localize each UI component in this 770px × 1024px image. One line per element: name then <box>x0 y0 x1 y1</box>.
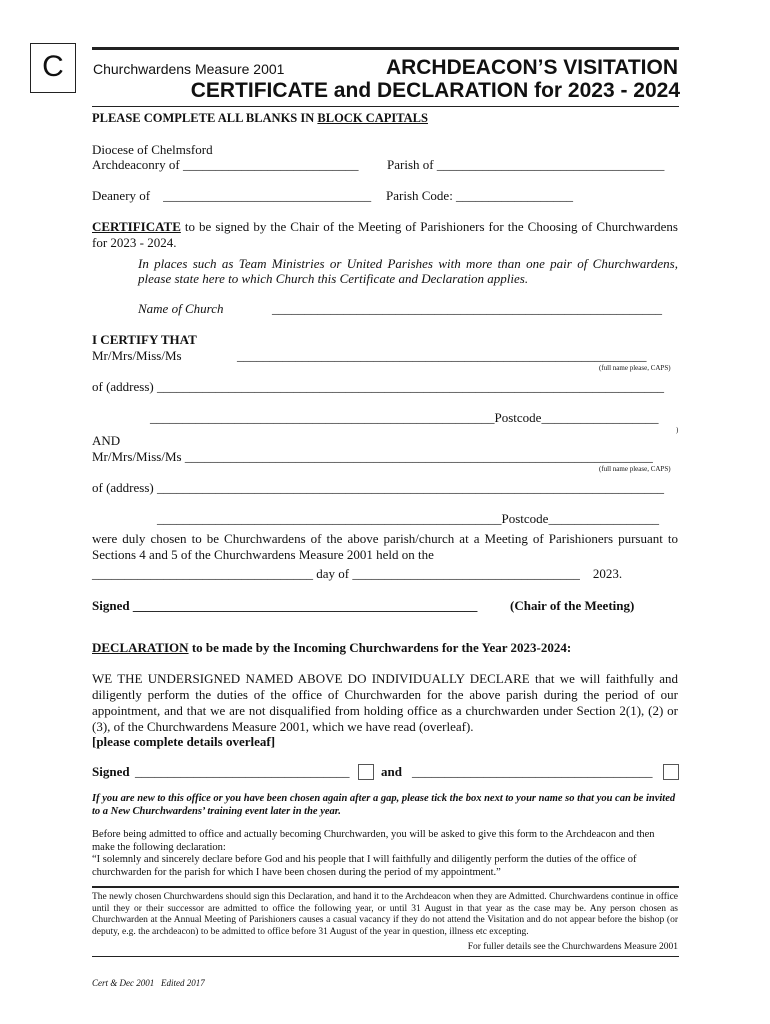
team-ministries-note: In places such as Team Ministries or United Parishes with more than one pair of Churchwardens, please state here to which Church this Certificate and Declaration applies. <box>138 256 678 286</box>
header-rule-bottom <box>92 106 679 107</box>
warden-2-postcode-field[interactable]: _____________________________________________________Postcode_________________ <box>157 511 659 526</box>
certificate-intro <box>92 219 678 251</box>
certify-heading: I CERTIFY THAT <box>92 332 197 347</box>
archdeaconry-field[interactable]: Archdeaconry of ___________________________ <box>92 157 359 172</box>
fuller-details-note: For fuller details see the Churchwardens Measure 2001 <box>467 942 678 952</box>
chosen-statement: were duly chosen to be Churchwardens of the above parish/church at a Meeting of Parishioners pursuant to Sections 4 and 5 of the Churchwardens Measure 2001 held on the <box>92 531 678 562</box>
details-overleaf: [please complete details overleaf] <box>92 734 276 749</box>
warden-1-postcode-field[interactable]: _____________________________________________________Postcode__________________ <box>150 410 659 425</box>
paren-mark: ) <box>676 426 679 434</box>
title-label-1: Mr/Mrs/Miss/Ms <box>92 348 182 363</box>
warden-2-signature-field[interactable]: _____________________________________ <box>412 764 653 779</box>
and-label: AND <box>92 433 121 448</box>
title-line-2: CERTIFICATE and DECLARATION for 2023 - 2024 <box>190 79 680 102</box>
form-letter-box: C <box>30 43 76 93</box>
chair-signature-field[interactable]: Signed _____________________________________________________ <box>92 598 478 613</box>
instruction <box>92 111 428 126</box>
instruction-prefix: PLEASE COMPLETE ALL BLANKS IN <box>92 111 318 125</box>
declaration-signed-label: Signed <box>92 764 130 779</box>
footer-separator-bottom <box>92 956 679 957</box>
warden-1-signature-field[interactable]: _________________________________ <box>135 764 350 779</box>
chair-label: (Chair of the Meeting) <box>510 598 635 613</box>
measure-label: Churchwardens Measure 2001 <box>93 61 285 77</box>
full-name-note-1: (full name please, CAPS) <box>599 364 671 372</box>
new-office-note: If you are new to this office or you have been chosen again after a gap, please tick the box next to your name so that you can be invited to a New Churchwardens’ training event later in the year. <box>92 793 676 817</box>
footer-text: The newly chosen Churchwardens should sign this Declaration, and hand it to the Archdeacon when they are Admitted. Churchwardens continue in office until they or their successor are admitted to office the following year, or until 31 August in that year as the case may be. Any person chosen as Churchwarden at the Annual Meeting of Parishioners causes a casual vacancy if they do not attend the Visitation and do not appear before the bishop (or deputy, e.g. the archdeacon) to be admitted to office before 31 August of the year in question, illness etc excepting. <box>92 892 678 937</box>
warden-2-name-field[interactable]: Mr/Mrs/Miss/Ms ________________________________________________________________________ <box>92 449 653 464</box>
declaration-heading: DECLARATION <box>92 640 189 655</box>
new-warden-2-checkbox[interactable] <box>663 764 679 780</box>
new-warden-1-checkbox[interactable] <box>358 764 374 780</box>
diocese-label: Diocese of Chelmsford <box>92 142 213 157</box>
title-line-1: ARCHDEACON’S VISITATION <box>385 56 678 79</box>
certificate-text: to be signed by the Chair of the Meeting of Parishioners for the Choosing of Churchwardens for 2023 - 2024. <box>92 219 678 250</box>
footer-separator <box>92 886 679 888</box>
edition-note: Cert & Dec 2001 Edited 2017 <box>92 978 205 988</box>
parish-code-field[interactable]: Parish Code: __________________ <box>386 188 574 203</box>
certificate-heading: CERTIFICATE <box>92 219 181 234</box>
deanery-field[interactable]: Deanery of ________________________________ <box>92 188 372 203</box>
meeting-date-field[interactable]: __________________________________ day of ___________________________________ 2023. <box>92 566 623 581</box>
warden-1-address-field[interactable]: of (address) ______________________________________________________________________________ <box>92 379 664 394</box>
declaration-heading-line <box>92 640 571 656</box>
warden-1-name-field[interactable]: _______________________________________________________________ <box>237 348 647 363</box>
oath-text: “I solemnly and sincerely declare before God and his people that I will faithfully and diligently perform the duties of the office of churchwarden for the parish for which I have been chosen during the period of my appointment.” <box>92 854 637 878</box>
header-rule-top <box>92 47 679 50</box>
warden-2-address-field[interactable]: of (address) ______________________________________________________________________________ <box>92 480 664 495</box>
parish-field[interactable]: Parish of ___________________________________ <box>387 157 665 172</box>
admission-text: Before being admitted to office and actually becoming Churchwarden, you will be asked to give this form to the Archdeacon and then make the following declaration: <box>92 829 655 853</box>
declaration-and-label: and <box>381 764 402 779</box>
name-of-church-field[interactable]: ____________________________________________________________ <box>272 301 662 316</box>
name-of-church-label: Name of Church <box>138 301 224 316</box>
instruction-caps: BLOCK CAPITALS <box>317 111 428 125</box>
declaration-heading-rest: to be made by the Incoming Churchwardens for the Year 2023-2024: <box>188 640 572 655</box>
declaration-text: WE THE UNDERSIGNED NAMED ABOVE DO INDIVIDUALLY DECLARE that we will faithfully and diligently perform the duties of the office of Churchwarden for the above parish during the period of our appointment, and that we are not disqualified from holding office as a churchwarden under Section 2(1), (2) or (3), of the Churchwardens Measure 2001, which we have read (overleaf). <box>92 671 678 734</box>
full-name-note-2: (full name please, CAPS) <box>599 465 671 473</box>
